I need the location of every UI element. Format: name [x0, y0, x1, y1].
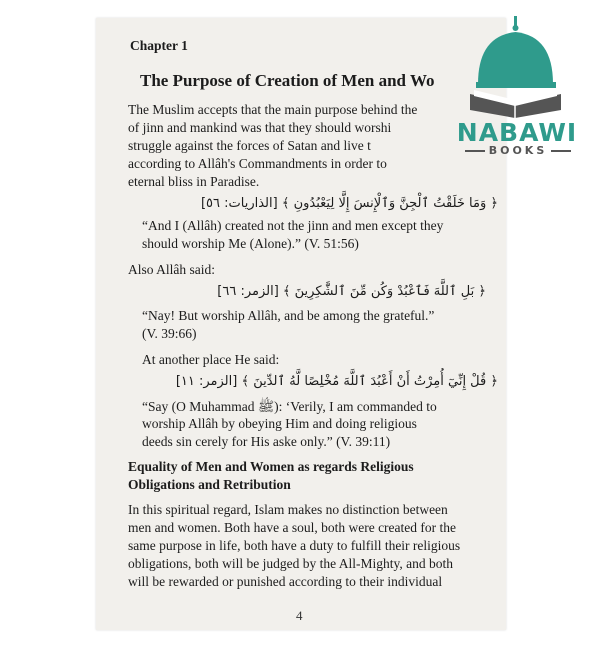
quote-line: “And I (Allâh) created not the jinn and men except they [142, 218, 444, 233]
logo-name: NABAWI [456, 118, 578, 147]
body-line: men and women. Both have a soul, both were created for the [128, 520, 457, 535]
page-title: The Purpose of Creation of Men and Wo [140, 71, 435, 90]
quote-line: worship Allâh by obeying Him and doing religious [142, 416, 417, 431]
chapter-label: Chapter 1 [130, 38, 188, 53]
quote-line: should worship Me (Alone).” (V. 51:56) [142, 236, 359, 251]
arabic-verse-2: ﴿ بَلِ ٱللَّهَ فَٱعْبُدْ وَكُن مِّنَ ٱلشَّٰكِرِينَ ﴾ [الزمر: ٦٦] [217, 284, 486, 299]
quote-line: “Say (O Muhammad ﷺ): ‘Verily, I am commanded to [142, 399, 437, 414]
logo-subtitle [450, 144, 586, 157]
book-page [96, 18, 506, 630]
body-line: obligations, both will be judged by the All-Mighty, and both [128, 556, 453, 571]
section-heading: Obligations and Retribution [128, 477, 291, 492]
intro-line: eternal bliss in Paradise. [128, 174, 260, 189]
intro-line: struggle against the forces of Satan and live t [128, 138, 371, 153]
intro-line: The Muslim accepts that the main purpose behind the [128, 102, 418, 117]
also-said-text: Also Allâh said: [128, 262, 215, 277]
dash-right [551, 150, 571, 152]
quote-line: deeds sin cerely for His askе only.” (V. 39:11) [142, 434, 391, 449]
intro-line: according to Allâh's Commandments in order to [128, 156, 387, 171]
section-heading: Equality of Men and Women as regards Religious [128, 459, 414, 474]
quote-line: (V. 39:66) [142, 326, 197, 341]
dash-left [465, 150, 485, 152]
logo-sub-text: BOOKS [488, 144, 548, 157]
intro-line: of jinn and mankind was that they should worshi [128, 120, 392, 135]
body-line: same purpose in life, both have a duty to fulfill their religious [128, 538, 461, 553]
body-line: In this spiritual regard, Islam makes no distinction between [128, 502, 448, 517]
arabic-verse-3: ﴿ قُلْ إِنِّيٓ أُمِرْتُ أَنْ أَعْبُدَ ٱللَّهَ مُخْلِصًا لَّهُ ٱلدِّينَ ﴾ [الزمر: ١١] [175, 374, 498, 389]
another-place-text: At another place He said: [142, 352, 280, 367]
arabic-verse-1: ﴿ وَمَا خَلَقْتُ ٱلْجِنَّ وَٱلْإِنسَ إِلَّا لِيَعْبُدُونِ ﴾ [الذاريات: ٥٦] [200, 196, 498, 211]
quote-line: “Nay! But worship Allâh, and be among the grateful.” [142, 308, 435, 323]
page-number: 4 [296, 608, 303, 623]
body-line: will be rewarded or punished according to their individual [128, 574, 443, 589]
